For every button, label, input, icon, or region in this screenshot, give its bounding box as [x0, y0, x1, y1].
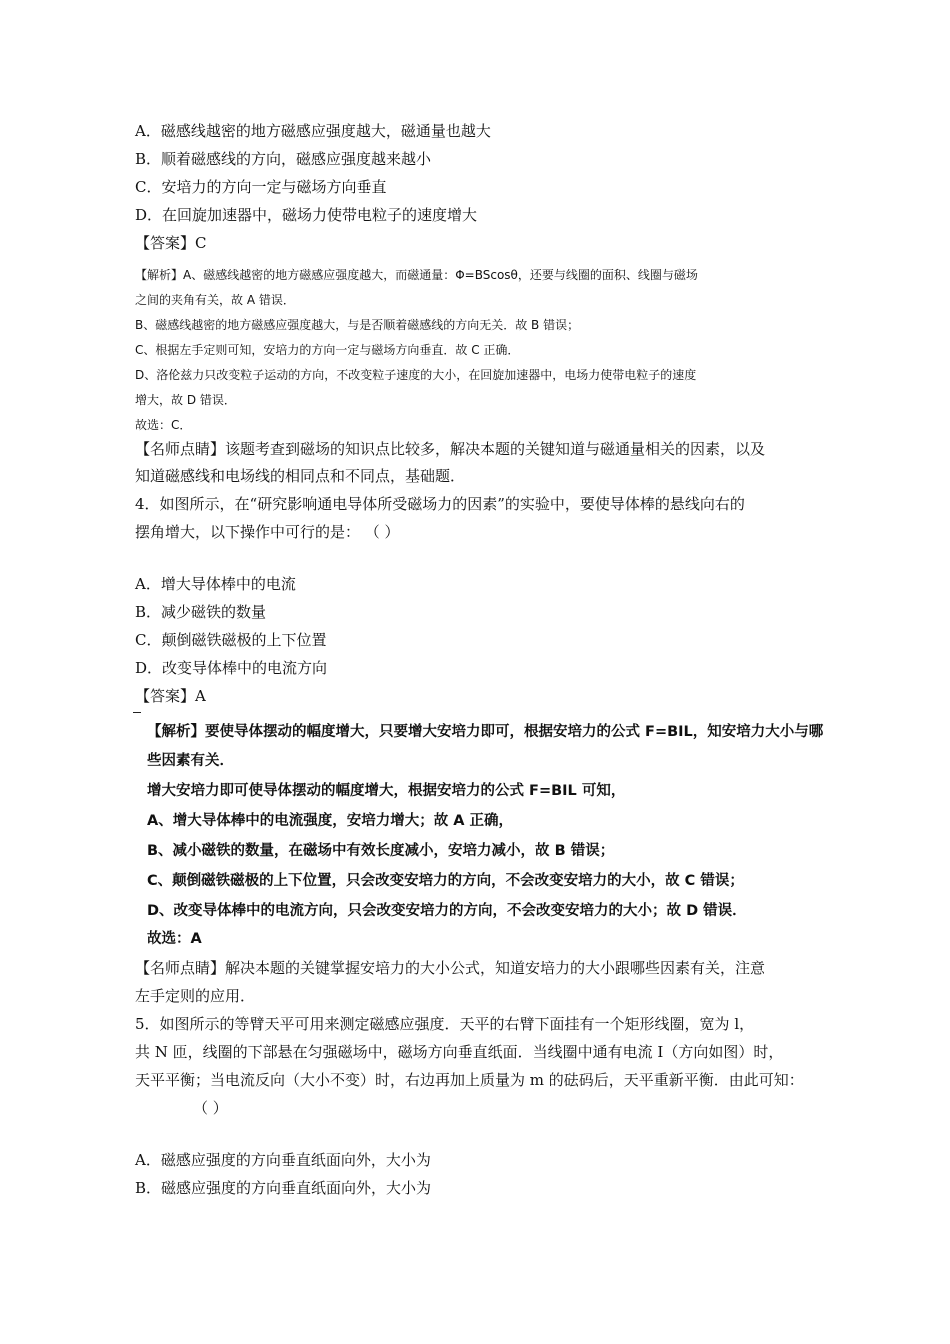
q5-stem-line: （ ） [193, 1099, 228, 1117]
q3-option-c: C．安培力的方向一定与磁场方向垂直 [135, 178, 387, 196]
q4-analysis-line: 增大安培力即可使导体摆动的幅度增大，根据安培力的公式 F=BIL 可知， [147, 783, 626, 799]
q5-stem-line: 天平平衡；当电流反向（大小不变）时，右边再加上质量为 m 的砝码后，天平重新平衡．由此可知： [135, 1071, 804, 1089]
q5-stem-line: 共 N 匝，线圈的下部悬在匀强磁场中，磁场方向垂直纸面．当线圈中通有电流 I（方向如图）时， [135, 1043, 784, 1061]
q4-analysis-line: 故选：A [147, 931, 202, 947]
q4-stem-line: 4．如图所示，在“研究影响通电导体所受磁场力的因素”的实验中，要使导体棒的悬线向右的 [135, 495, 745, 513]
q3-option-d: D．在回旋加速器中，磁场力使带电粒子的速度增大 [135, 206, 478, 224]
q4-analysis-line: A、增大导体棒中的电流强度，安培力增大；故 A 正确， [147, 813, 514, 829]
q4-analysis-line: B、减小磁铁的数量，在磁场中有效长度减小，安培力减小，故 B 错误； [147, 843, 615, 859]
q4-analysis-line: 些因素有关． [147, 753, 234, 769]
q3-option-b: B．顺着磁感线的方向，磁感应强度越来越小 [135, 150, 432, 168]
q3-analysis-line: 【解析】A、磁感线越密的地方磁感应强度越大，而磁通量：Φ=BScosθ，还要与线圈的面积、线圈与磁场 [135, 268, 698, 282]
q3-analysis-line: 增大，故 D 错误． [135, 393, 236, 407]
q3-comment-line: 【名师点睛】该题考查到磁场的知识点比较多，解决本题的关键知道与磁通量相关的因素，以及 [135, 440, 766, 458]
q4-option-c: C．颠倒磁铁磁极的上下位置 [135, 631, 327, 649]
q4-analysis-line: D、改变导体棒中的电流方向，只会改变安培力的方向，不会改变安培力的大小；故 D 错误． [147, 903, 747, 919]
q5-option-a: A．磁感应强度的方向垂直纸面向外，大小为 [135, 1151, 431, 1169]
q4-option-b: B．减少磁铁的数量 [135, 603, 267, 621]
q4-stem-line: 摆角增大，以下操作中可行的是： （ ） [135, 523, 400, 541]
q4-comment-line: 【名师点睛】解决本题的关键掌握安培力的大小公式，知道安培力的大小跟哪些因素有关，注意 [135, 959, 766, 977]
q5-option-b: B．磁感应强度的方向垂直纸面向外，大小为 [135, 1179, 432, 1197]
q4-answer: 【答案】A [135, 687, 206, 705]
q3-analysis-line: B、磁感线越密的地方磁感应强度越大，与是否顺着磁感线的方向无关．故 B 错误； [135, 318, 580, 332]
divider-mark [133, 712, 141, 713]
q4-option-a: A．增大导体棒中的电流 [135, 575, 296, 593]
q4-analysis-line: 【解析】要使导体摆动的幅度增大，只要增大安培力即可，根据安培力的公式 F=BIL，知安培力大小与哪 [147, 724, 824, 740]
q3-analysis-line: D、洛伦兹力只改变粒子运动的方向，不改变粒子速度的大小，在回旋加速器中，电场力使带电粒子的速度 [135, 368, 697, 382]
q3-analysis-line: C、根据左手定则可知，安培力的方向一定与磁场方向垂直．故 C 正确． [135, 343, 520, 357]
q5-stem-line: 5．如图所示的等臂天平可用来测定磁感应强度．天平的右臂下面挂有一个矩形线圈，宽为 l， [135, 1015, 755, 1033]
q3-analysis-line: 故选：C． [135, 418, 192, 432]
q3-answer: 【答案】C [135, 234, 207, 252]
q3-analysis-line: 之间的夹角有关，故 A 错误． [135, 293, 295, 307]
q3-comment-line: 知道磁感线和电场线的相同点和不同点，基础题． [135, 467, 466, 485]
q4-analysis-line: C、颠倒磁铁磁极的上下位置，只会改变安培力的方向，不会改变安培力的大小，故 C 错误； [147, 873, 744, 889]
q4-comment-line: 左手定则的应用． [135, 987, 256, 1005]
q4-option-d: D．改变导体棒中的电流方向 [135, 659, 328, 677]
q3-option-a: A．磁感线越密的地方磁感应强度越大，磁通量也越大 [135, 122, 491, 140]
